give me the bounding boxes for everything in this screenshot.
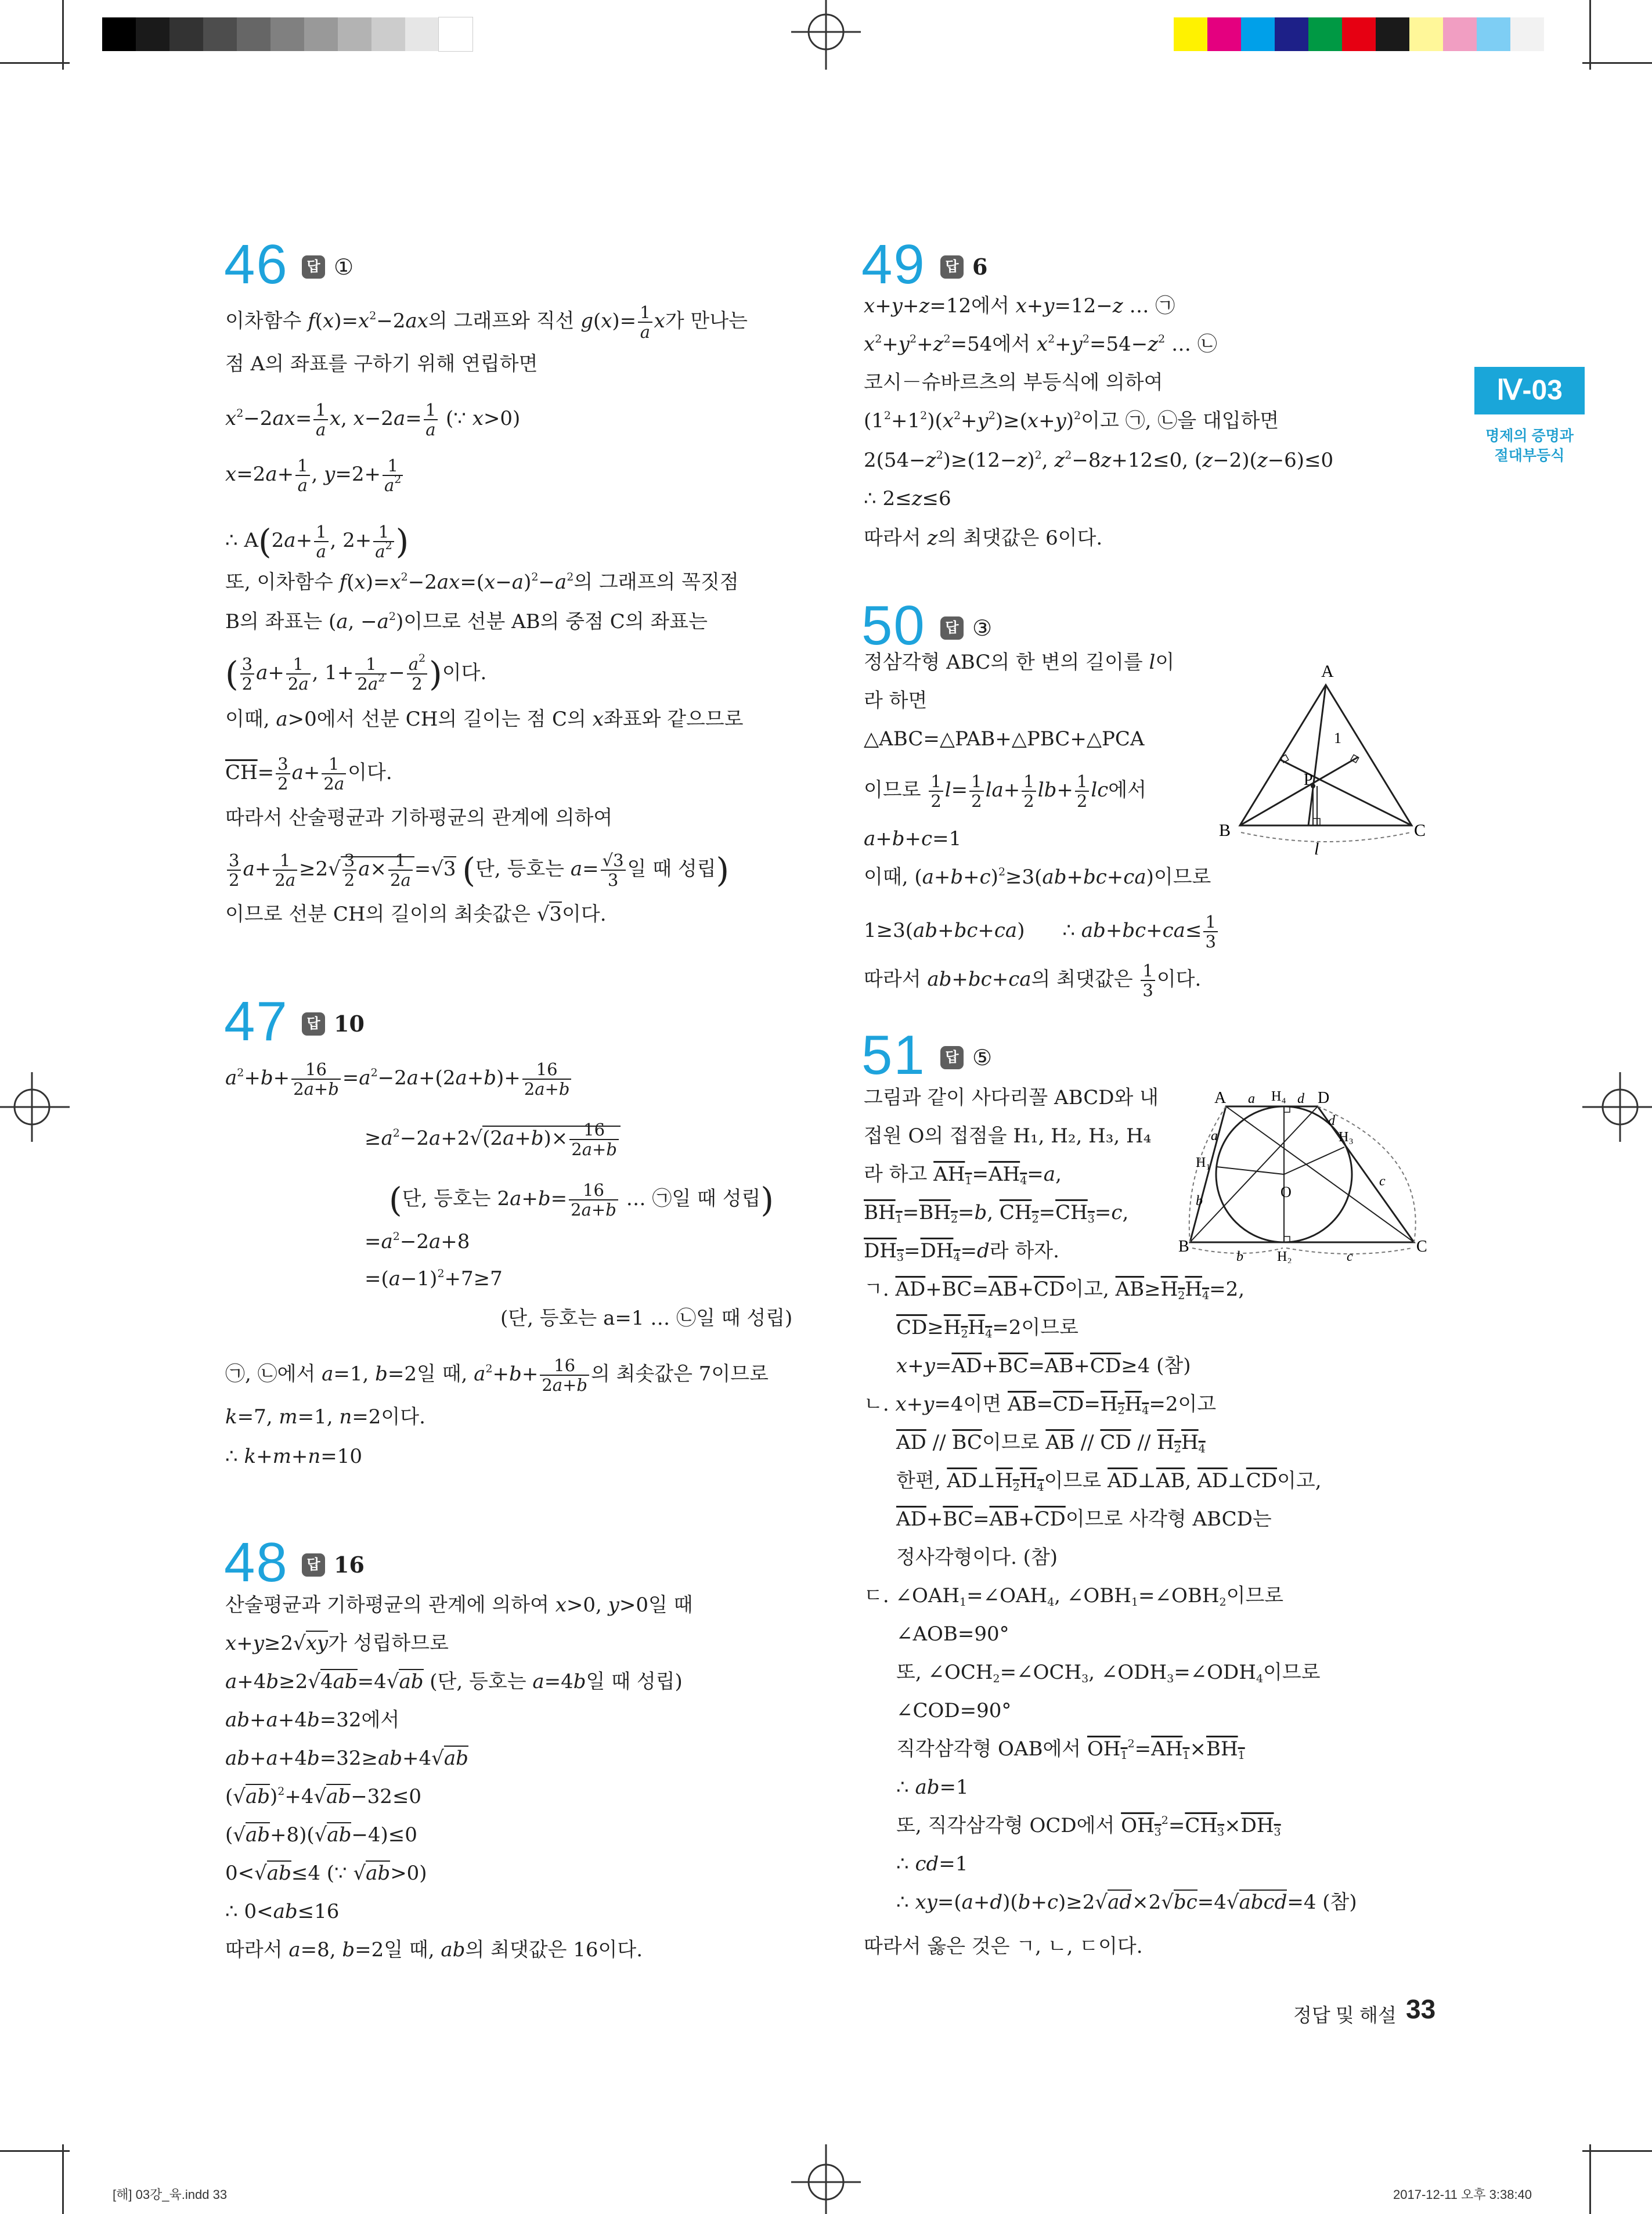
math-line: $=a^2-2a+8$ (365, 1230, 470, 1253)
footer-title: 정답 및 해설 (1293, 2004, 1397, 2026)
text-line: 정사각형이다. (참) (896, 1546, 1058, 1569)
math-line: $x^2-2ax=$ $\frac{1}{a}$ x, x−2a= $\frac{1}{a}$ (∵ x>0) (225, 400, 521, 439)
math-line: $=(a-1)^2+7\ge 7$ (365, 1267, 503, 1290)
text-line: $(1^2+1^2)(x^2+y^2)\ge(x+y)^2$이고 ㉠, ㉡을 대입하면 (864, 409, 1279, 432)
math-line: $BH_1=BH_2=b$, $CH_2=CH_3=c$, (864, 1201, 1129, 1225)
math-line: x=2a+ $\frac{1}{a}$ , y=2+ $\frac{1}{a^2}$ (225, 456, 405, 495)
chapter-code: Ⅳ-03 (1496, 375, 1563, 406)
answer-value: ③ (972, 615, 993, 641)
text-span: 의 그래프의 꼭짓점 (573, 571, 739, 594)
gray-swatch (371, 17, 405, 51)
text-span: 이므로 (1044, 1469, 1108, 1492)
answer-value: ⑤ (972, 1045, 993, 1070)
text-line: 이때, a>0에서 선분 CH의 길이는 점 C의 x좌표와 같으므로 (225, 708, 744, 731)
text-span: 이다. (562, 903, 607, 926)
text-line: x+y≥2√xy가 성립하므로 (225, 1632, 449, 1655)
text-span: 좌표와 같으므로 (603, 708, 744, 731)
length-label-d: d (1297, 1091, 1304, 1106)
length-label-b: b (1196, 1193, 1203, 1209)
chapter-tab (1474, 367, 1585, 414)
text-span: 라 하고 (864, 1163, 934, 1186)
text-span: 의 최댓값은 6이다. (937, 527, 1103, 550)
slug-filename: [해] 03강_육.indd 33 (113, 2187, 228, 2202)
text-span: 이고 (1178, 1393, 1217, 1416)
math-line: 이므로 $\frac{1}{2}$ l= $\frac{1}{2}$ la+ $\frac{1}{2}$ lb+ $\frac{1}{2}$ lc에서 (864, 771, 1146, 811)
math-line: ∠COD=90° (896, 1699, 1012, 1722)
crop-mark (62, 0, 64, 70)
text-span: 의 그래프와 직선 (428, 309, 581, 333)
text-span: 이므로 (1263, 1661, 1321, 1684)
text-line: $x+y=\overline{AD}+\overline{BC}=\overline{AB}+\overline{CD}\ge 4$ (참) (896, 1354, 1191, 1378)
text-line: 직각삼각형 OAB에서 $OH_1^2=AH_1\times BH_1$ (896, 1737, 1245, 1762)
text-span: B의 좌표는 (225, 610, 329, 633)
color-swatch (1443, 17, 1477, 51)
problem-number: 51 (861, 1024, 926, 1086)
math-line: $x^2+y^2+z^2=54$에서 $x^2+y^2=54-z^2$ … ㉡ (864, 333, 1217, 356)
text-line: 점 A의 좌표를 구하기 위해 연립하면 (225, 352, 538, 376)
text-span: 또, 이차함수 (225, 571, 340, 594)
math-line: ∠AOB=90° (896, 1622, 1009, 1646)
answer-badge: 답 (302, 255, 325, 279)
text-span: 의 최댓값은 16이다. (465, 1938, 643, 1961)
length-label-c2: c (1347, 1249, 1353, 1263)
text-span: 따라서 (864, 527, 928, 550)
text-span: ㄷ. (864, 1584, 896, 1607)
text-span: 일 때 성립 (672, 1187, 761, 1210)
side-length-label: 1 (1334, 730, 1341, 747)
text-line: a+4b≥2√4ab=4√ab (단, 등호는 a=4b일 때 성립) (225, 1670, 683, 1693)
color-swatch (1207, 17, 1241, 51)
answer-badge: 답 (302, 1012, 325, 1036)
math-line: △ABC=△PAB+△PBC+△PCA (864, 727, 1145, 751)
text-span: 이때, (864, 866, 915, 889)
math-line: (√ab+8)(√ab−4)≤0 (225, 1823, 417, 1847)
length-label-a: a (1248, 1091, 1255, 1106)
color-swatch (1409, 17, 1443, 51)
math-line: $\ge a^2-2a+2√(2a+b)\times$ $\frac{16}{2a+b}$ (365, 1120, 621, 1159)
math-line: a+b+c=1 (864, 827, 962, 850)
text-span: 이때, (225, 708, 276, 731)
math-line: ( $\frac{3}{2}$ a+ $\frac{1}{2a}$ , 1+ $\frac{1}{2a^2}$ − $\frac{a^2}{2}$ )이다. (225, 652, 487, 694)
text-line: 한편, $\overline{AD}\perp H_2H_4$이므로 $\overline{AD}\perp\overline{AB}$, $\overline{AD}\perp\overline{CD}$이고, (896, 1469, 1322, 1494)
text-line: $\overline{AD} // \overline{BC}$이므로 $\overline{AB} // \overline{CD} // H_2H_4$ (896, 1431, 1206, 1455)
color-swatch (1275, 17, 1308, 51)
text-line: ㄱ. $\overline{AD}+\overline{BC}=\overline{AB}+\overline{CD}$이고, $\overline{AB}\ge H_2H_4=2$, (864, 1278, 1245, 1302)
text-span: 이차함수 (225, 309, 308, 333)
text-span: 에서 (1108, 778, 1146, 802)
math-line: x+y+z=12에서 x+y=12−z … ㉠ (864, 294, 1175, 318)
text-span: 일 때 (648, 1593, 693, 1617)
text-span: 일 때 성립 (627, 857, 716, 881)
text-line: ab+a+4b=32에서 (225, 1708, 400, 1732)
vertex-label-c: C (1416, 1238, 1427, 1256)
text-span: ㉠, ㉡에서 (225, 1362, 322, 1386)
text-span: 이므로 (864, 778, 928, 802)
vertex-label-b: B (1178, 1238, 1189, 1256)
text-line: 정삼각형 ABC의 한 변의 길이를 l이 (864, 651, 1175, 674)
text-span: 이므로 (1153, 866, 1211, 889)
problem-number: 49 (861, 233, 926, 295)
text-span: 이 (1155, 651, 1175, 674)
text-line: ㄷ. $\angle OAH_1=\angle OAH_4$, $\angle OBH_1=\angle OBH_2$이므로 (864, 1584, 1284, 1609)
text-span: 이다. (381, 1405, 425, 1429)
problem-number: 47 (224, 990, 288, 1052)
text-span: 일 때, (417, 1362, 474, 1386)
text-line: 또, $\angle OCH_2=\angle OCH_3$, $\angle ODH_3=\angle ODH_4$이므로 (896, 1661, 1321, 1685)
text-line: 또, 직각삼각형 OCD에서 $OH_3^2=CH_3\times DH_3$ (896, 1814, 1281, 1838)
gray-swatch (102, 17, 136, 51)
text-line: 코시－슈바르츠의 부등식에 의하여 (864, 371, 1163, 394)
crop-mark (0, 62, 70, 64)
crop-mark (62, 2144, 64, 2214)
text-span: 에서 (971, 294, 1016, 318)
page-number: 33 (1406, 1994, 1436, 2024)
math-line: 1≥3(ab+bc+ca) ∴ ab+bc+ca≤ $\frac{1}{3}$ (864, 913, 1220, 951)
math-line: ∴ 0<ab≤16 (225, 1900, 340, 1923)
text-span: 이므로 사각형 ABCD는 (1065, 1508, 1272, 1531)
text-line: 따라서 z의 최댓값은 6이다. (864, 527, 1103, 550)
text-line: 따라서 ab+bc+ca의 최댓값은 $\frac{1}{3}$ 이다. (864, 961, 1202, 1000)
text-line: 이므로 선분 CH의 길이의 최솟값은 √3이다. (225, 903, 607, 926)
text-span: 일 때, (384, 1938, 441, 1961)
text-line: 따라서 옳은 것은 ㄱ, ㄴ, ㄷ이다. (864, 1935, 1143, 1958)
gray-swatch (237, 17, 270, 51)
text-line: $DH_3=DH_4=d$라 하자. (864, 1239, 1059, 1264)
chapter-subtitle-line: 절대부등식 (1494, 448, 1565, 464)
equilateral-triangle-figure (1211, 651, 1434, 861)
text-span: 의 최댓값은 (1031, 968, 1139, 991)
gray-swatch (136, 17, 169, 51)
text-span: (참) (1150, 1354, 1191, 1378)
chapter-subtitle (1463, 426, 1596, 466)
crop-mark (1589, 0, 1591, 70)
text-span: 또, (896, 1661, 928, 1684)
text-span: 단, 등호는 (402, 1187, 497, 1210)
text-line: 따라서 a=8, b=2일 때, ab의 최댓값은 16이다. (225, 1938, 643, 1961)
process-color-bar (1174, 17, 1544, 51)
text-line: ㄴ. x+y=4이면 $\overline{AB}=\overline{CD}=H_2H_4=2$이고 (864, 1393, 1217, 1417)
text-line: k=7, m=1, n=2이다. (225, 1405, 425, 1429)
text-line: $\overline{AD}+\overline{BC}=\overline{AB}+\overline{CD}$이므로 사각형 ABCD는 (896, 1508, 1272, 1531)
text-line: B의 좌표는 (a, $-a^2$)이므로 선분 AB의 중점 C의 좌표는 (225, 610, 708, 633)
registration-mark (0, 1072, 70, 1142)
crop-mark (0, 2150, 70, 2152)
text-span: 이므로 선분 CH의 길이의 최솟값은 (225, 903, 537, 926)
vertex-label-c: C (1414, 821, 1426, 840)
answer-badge: 답 (940, 255, 964, 279)
text-span: 의 최솟값은 7이므로 (590, 1362, 769, 1386)
math-line: $\overline{CH}=$ $\frac{3}{2}$ a+ $\frac{1}{2a}$ 이다. (225, 754, 392, 794)
tangent-label-h3: H₃ (1339, 1130, 1354, 1145)
gray-swatch (203, 17, 237, 51)
text-span: 이고, (1277, 1469, 1322, 1492)
vertex-label-a: A (1214, 1089, 1227, 1107)
color-swatch (1241, 17, 1275, 51)
answer-value: ① (334, 254, 354, 280)
answer-value: 16 (334, 1552, 365, 1578)
color-swatch (1376, 17, 1409, 51)
text-line: 이때, $(a+b+c)^2\ge 3(ab+bc+ca)$이므로 (864, 866, 1211, 889)
crop-mark (1582, 2150, 1652, 2152)
math-line: 0<√ab≤4 (∵ √ab>0) (225, 1862, 427, 1885)
problem-number: 48 (224, 1531, 288, 1593)
problem-number: 50 (861, 594, 926, 657)
vertex-label-d: D (1318, 1089, 1330, 1107)
text-span: 이다. (1156, 968, 1202, 991)
text-span: 에서 (992, 333, 1037, 356)
text-span: 따라서 (864, 968, 928, 991)
side-l-label: l (1314, 839, 1319, 859)
answer-badge: 답 (940, 616, 964, 640)
text-line: 라 하면 (864, 689, 928, 712)
gray-swatch (405, 17, 439, 51)
math-line: $\frac{3}{2}$ a+ $\frac{1}{2a}$ ≥2√ $\frac{3}{2}$ a× $\frac{1}{2a}$ =√3 (단, 등호는 a= $\frac{√3}{3}$ 일 때 성립) (225, 851, 729, 889)
text-line: 접원 O의 접점을 H₁, H₂, H₃, H₄ (864, 1124, 1152, 1148)
text-span: 에서 선분 CH의 길이는 점 C의 (316, 708, 593, 731)
text-span: 이므로 (982, 1431, 1046, 1454)
text-span: 이므로 (1021, 1316, 1079, 1339)
length-label-c: c (1379, 1174, 1386, 1189)
vertex-label-b: B (1219, 821, 1231, 840)
text-span: 이다. (348, 761, 392, 784)
math-line: ∴ A(2a+ $\frac{1}{a}$ , 2+ $\frac{1}{a^2}$ ) (225, 522, 409, 561)
text-span: 라 하자. (989, 1239, 1059, 1263)
text-span: 직각삼각형 OAB에서 (896, 1737, 1087, 1761)
math-line: $(√ab)^2+4√ab-32\le 0$ (225, 1785, 422, 1808)
text-span: 이다. (442, 661, 487, 684)
text-span: 산술평균과 기하평균의 관계에 의하여 (225, 1593, 556, 1617)
math-line: $2(54-z^2)\ge(12-z)^2$, $z^2-8z+12\le 0$, (z−2)(z−6)≤0 (864, 449, 1334, 472)
text-span: 가 만나는 (665, 309, 748, 333)
text-line: ㉠, ㉡에서 a=1, b=2일 때, $a^2+b+$ $\frac{16}{2a+b}$ 의 최솟값은 7이므로 (225, 1355, 769, 1395)
slug-timestamp: 2017-12-11 오후 3:38:40 (1393, 2187, 1532, 2202)
text-span: 이므로 (1226, 1584, 1284, 1607)
gray-swatch (169, 17, 203, 51)
text-span: (참) (1316, 1891, 1357, 1914)
color-swatch (1342, 17, 1376, 51)
math-line: ∴ k+m+n=10 (225, 1445, 362, 1468)
color-swatch (1510, 17, 1544, 51)
tangent-label-h4: H₄ (1271, 1089, 1286, 1104)
point-label-p: P (1304, 771, 1313, 789)
answer-badge: 답 (302, 1553, 325, 1577)
text-span: 이면 (963, 1393, 1008, 1416)
text-span: (단, 등호는 (423, 1670, 533, 1693)
registration-mark (791, 0, 861, 70)
text-span: 단, 등호는 (475, 857, 571, 881)
text-line: 이차함수 $f(x)=x^2-2ax$의 그래프와 직선 g(x)= $\frac{1}{a}$ x가 만나는 (225, 302, 748, 342)
color-swatch (1477, 17, 1510, 51)
text-line: 그림과 같이 사다리꼴 ABCD와 내 (864, 1086, 1159, 1109)
gray-color-bar (102, 17, 472, 51)
text-span: 정삼각형 ABC의 한 변의 길이를 (864, 651, 1149, 674)
tangent-label-h2: H₂ (1277, 1249, 1292, 1263)
trapezoid-incircle-figure (1178, 1083, 1435, 1263)
text-line: 라 하고 $AH_1=AH_4=a$, (864, 1163, 1062, 1187)
answer-value: 6 (972, 254, 988, 280)
text-span: 이므로 선분 AB의 중점 C의 좌표는 (403, 610, 708, 633)
gray-swatch (304, 17, 338, 51)
text-span: 또, 직각삼각형 OCD에서 (896, 1814, 1121, 1837)
crop-mark (1582, 62, 1652, 64)
center-label-o: O (1281, 1184, 1292, 1200)
math-line: ∴ ab=1 (896, 1776, 969, 1799)
gray-swatch (439, 17, 472, 51)
math-line: ∴ cd=1 (896, 1852, 968, 1876)
text-span: 한편, (896, 1469, 947, 1492)
math-line: (단, 등호는 2a+b= $\frac{16}{2a+b}$ … ㉠일 때 성립) (389, 1180, 774, 1220)
registration-mark (1582, 1072, 1652, 1142)
text-span: ㄴ. (864, 1393, 896, 1416)
length-label-b2: b (1236, 1249, 1243, 1263)
math-line: ∴ 2≤z≤6 (864, 487, 951, 510)
gray-swatch (270, 17, 304, 51)
text-line: 따라서 산술평균과 기하평균의 관계에 의하여 (225, 806, 613, 830)
vertex-label-a: A (1321, 662, 1334, 681)
length-label-a2: a (1211, 1128, 1218, 1144)
text-span: 가 성립하므로 (328, 1632, 449, 1655)
math-line: ∴ xy=(a+d)(b+c)≥2√ad×2√bc=4√abcd=4 (참) (896, 1891, 1357, 1914)
math-line: $a^2+b+$ $\frac{16}{2a+b}$ $=a^2-2a+(2a+b)+$ $\frac{16}{2a+b}$ (225, 1060, 573, 1098)
text-line: (단, 등호는 a=1 … ㉡일 때 성립) (500, 1307, 793, 1330)
text-span: ㄱ. (864, 1278, 896, 1301)
tangent-label-h1: H₁ (1196, 1155, 1211, 1170)
text-span: 이고, (1065, 1278, 1116, 1301)
length-label-d2: d (1328, 1113, 1335, 1128)
crop-mark (1589, 2144, 1591, 2214)
text-span: 이고 ㉠, ㉡을 대입하면 (1081, 409, 1279, 432)
registration-mark (791, 2144, 861, 2214)
text-line: 또, 이차함수 $f(x)=x^2-2ax=(x-a)^2-a^2$의 그래프의 꼭짓점 (225, 571, 739, 594)
text-span: 일 때 성립) (586, 1670, 683, 1693)
text-line: 산술평균과 기하평균의 관계에 의하여 x>0, y>0일 때 (225, 1593, 693, 1617)
answer-badge: 답 (940, 1046, 964, 1069)
problem-number: 46 (224, 233, 288, 295)
text-span: 에서 (361, 1708, 400, 1732)
answer-value: 10 (334, 1011, 365, 1037)
math-line: ab+a+4b=32≥ab+4√ab (225, 1747, 468, 1770)
gray-swatch (338, 17, 371, 51)
color-swatch (1174, 17, 1207, 51)
text-line: $\overline{CD}\ge H_2H_4=2$이므로 (896, 1316, 1079, 1340)
text-span: 따라서 (225, 1938, 289, 1961)
chapter-subtitle-line: 명제의 증명과 (1485, 428, 1574, 444)
color-swatch (1308, 17, 1342, 51)
